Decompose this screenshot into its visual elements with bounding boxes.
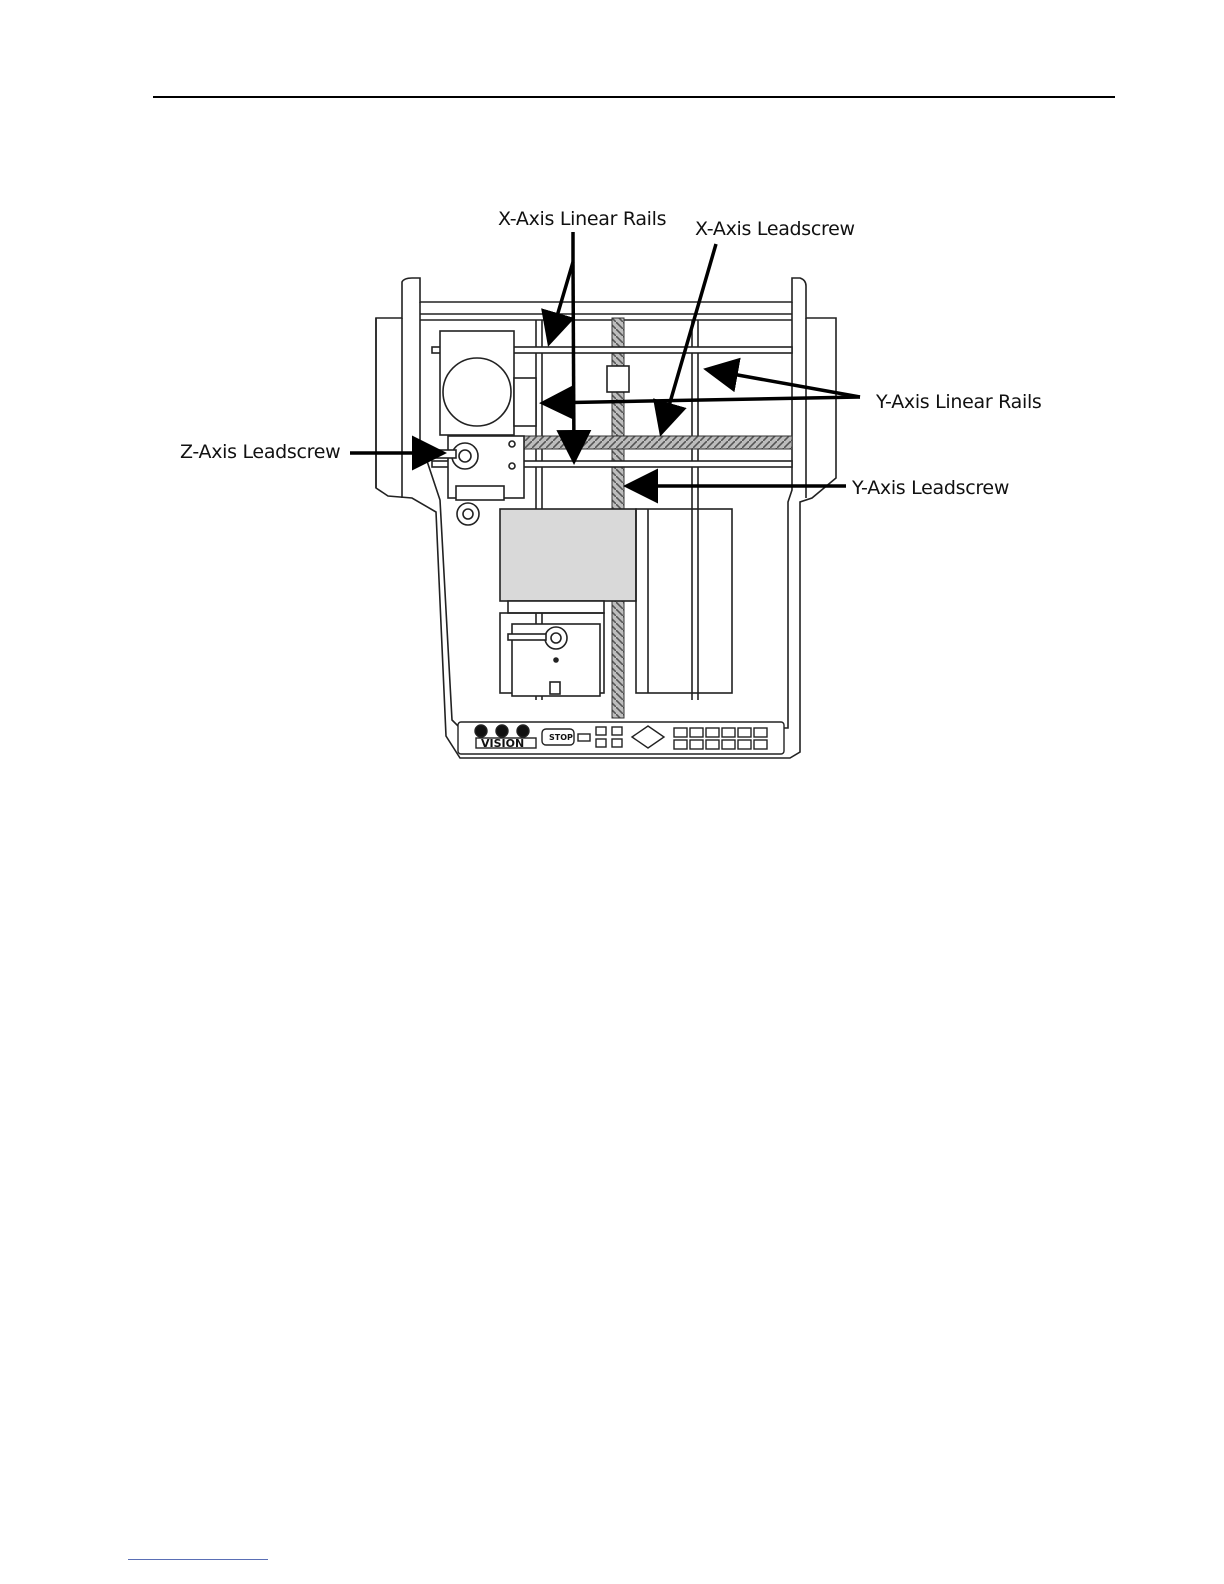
- brand-logo: VISION: [481, 737, 525, 750]
- y-screw-nut: [607, 366, 629, 392]
- label-y-axis-leadscrew: Y-Axis Leadscrew: [852, 477, 1010, 499]
- x-axis-leadscrew: [500, 436, 792, 449]
- stop-button-label: STOP: [549, 733, 573, 742]
- footer-rule: [128, 1559, 268, 1560]
- label-x-axis-leadscrew: X-Axis Leadscrew: [695, 218, 855, 240]
- label-y-axis-linear-rails: Y-Axis Linear Rails: [876, 391, 1042, 413]
- z-carriage: [440, 331, 536, 525]
- label-x-axis-linear-rails: X-Axis Linear Rails: [498, 208, 667, 230]
- label-z-axis-leadscrew: Z-Axis Leadscrew: [180, 441, 341, 463]
